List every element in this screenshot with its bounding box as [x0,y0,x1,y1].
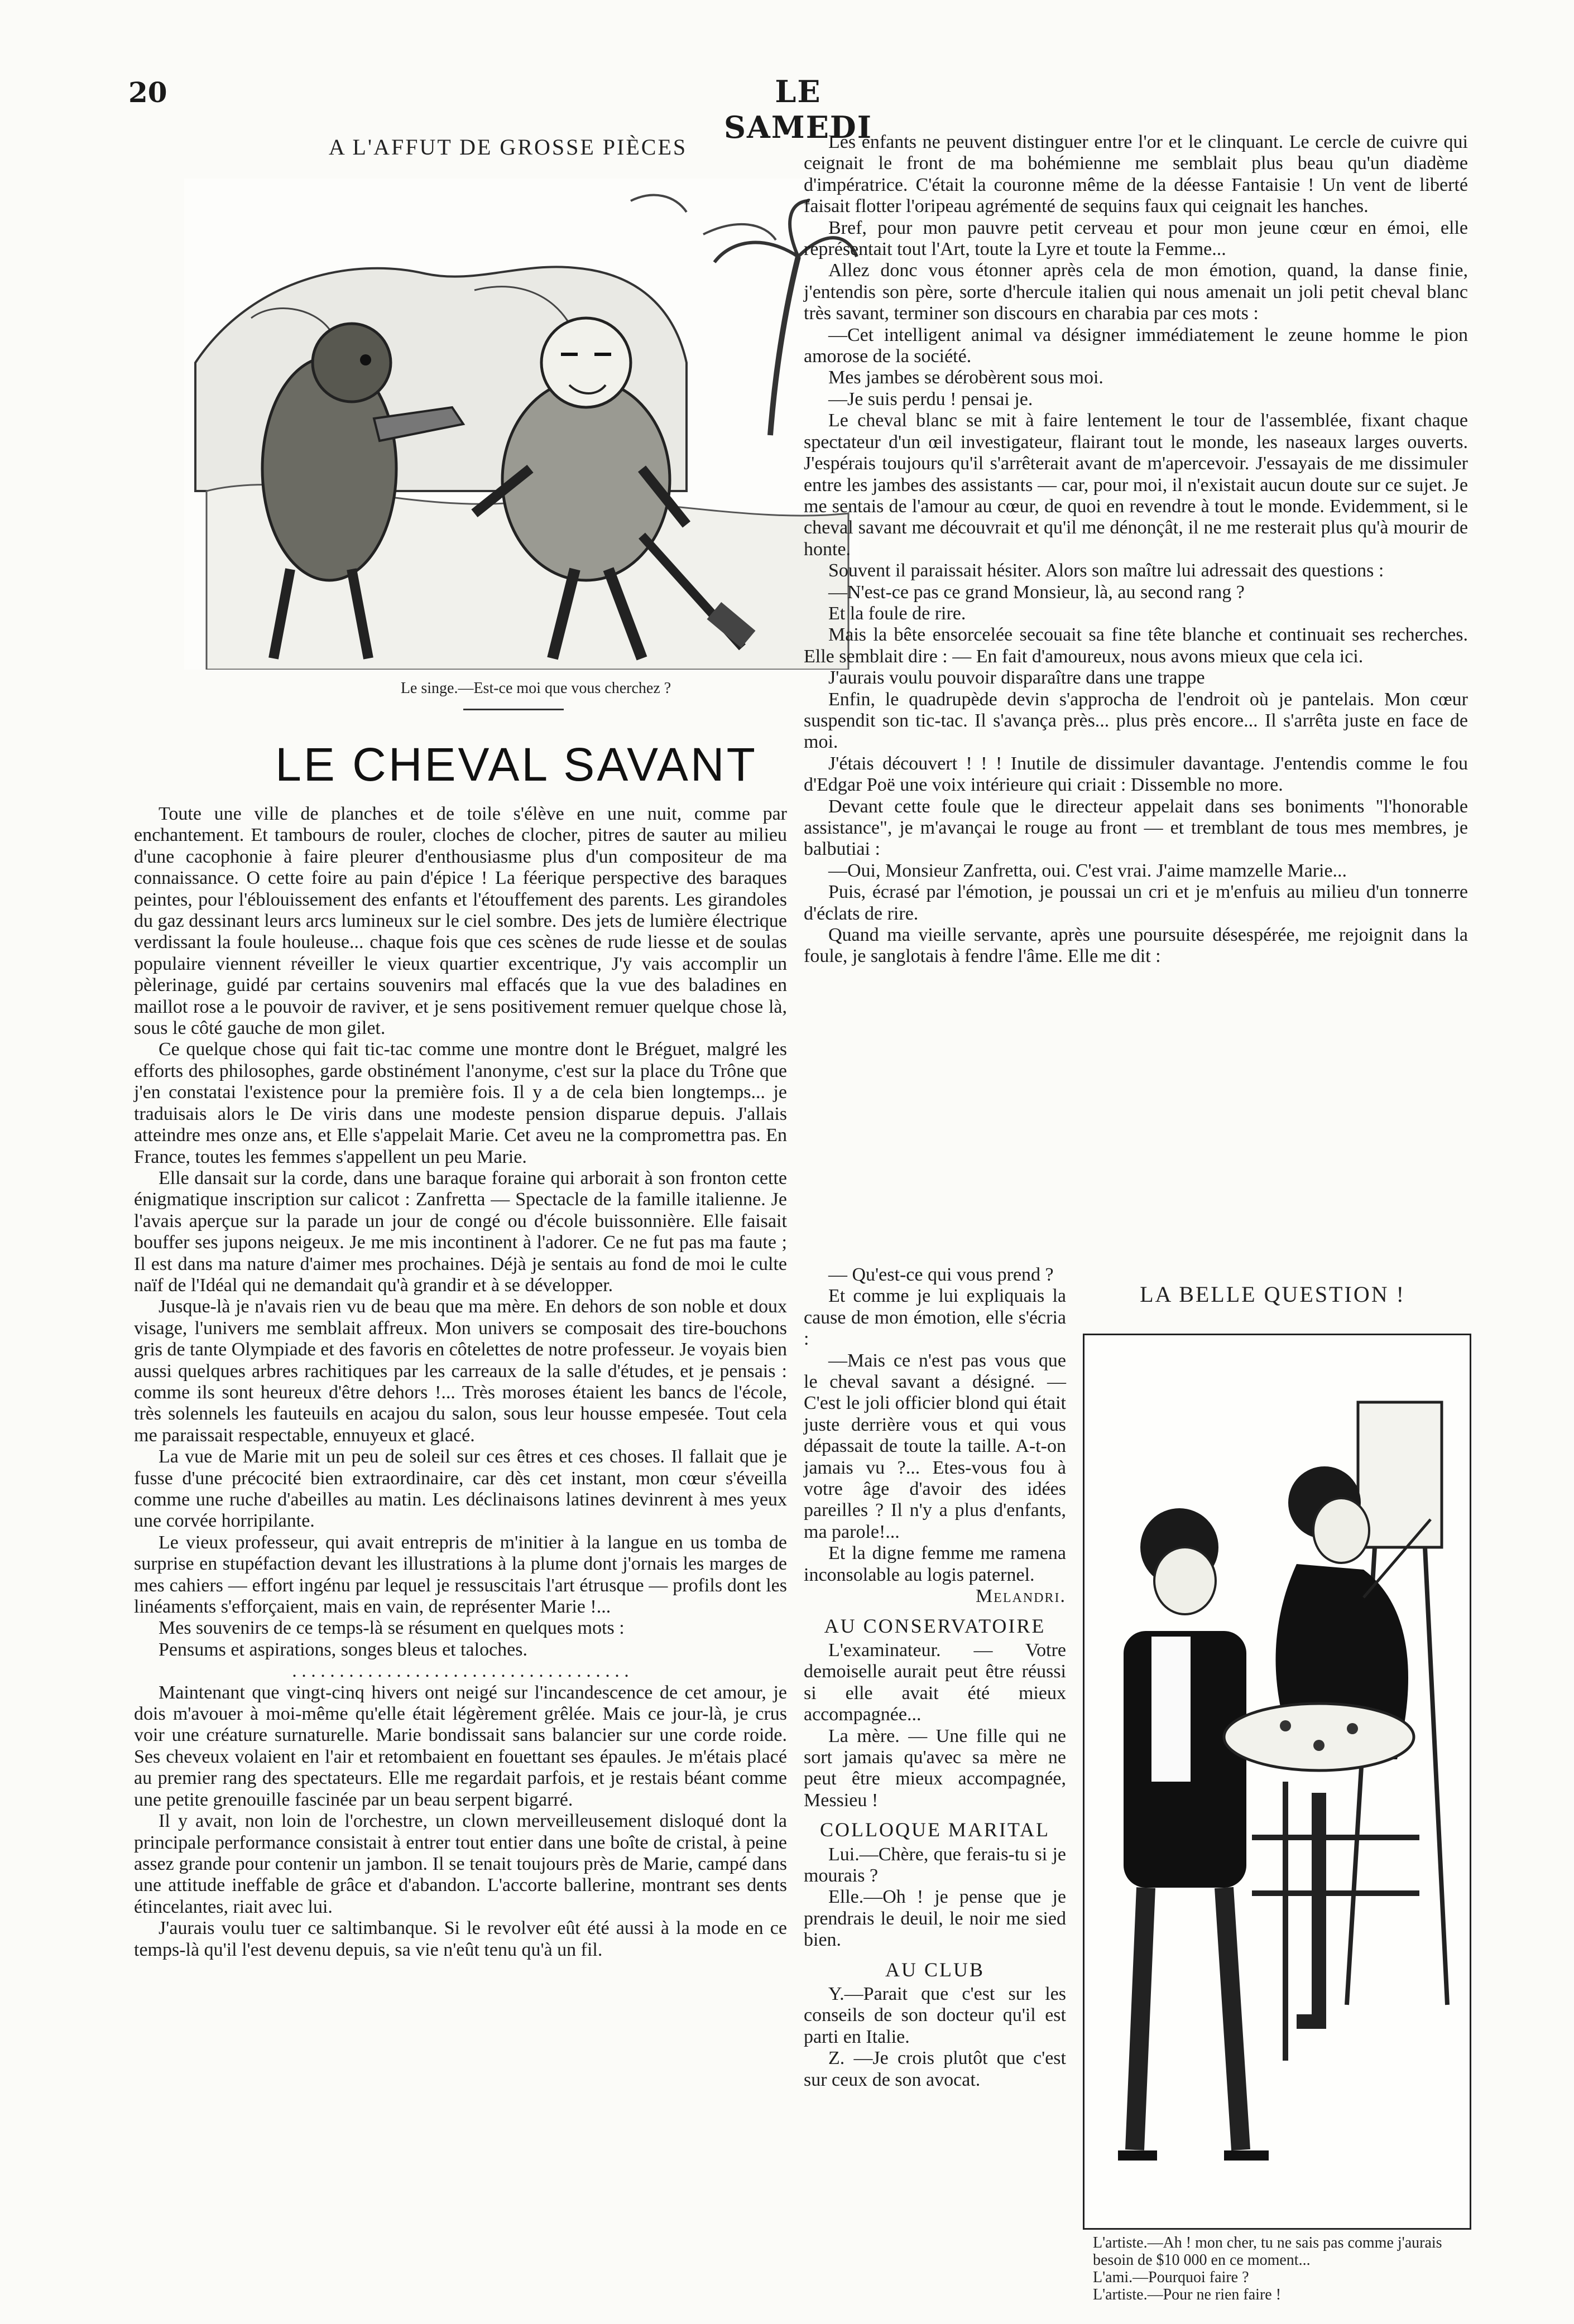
article-paragraph: Et comme je lui expliquais la cause de mon émotion, elle s'écria : [804,1286,1066,1350]
article-paragraph: Maintenant que vingt-cinq hivers ont neigé sur l'incandescence de cet amour, je dois m'avouer à moi-même qu'elle était légèrement grêlée. Mais ce jour-là, je crus voir une créature surnaturelle. Marie bondissait sans balancier sur une corde roide. Ses cheveux volaient en l'air et retombaient en fouettant ses épaules. Je m'étais placé au premier rang des spectateurs. Elle me regardait parfois, et je restais béant comme une petite grenouille fascinée par un beau serpent bigarré. [134,1682,787,1810]
article-paragraph: —Mais ce n'est pas vous que le cheval savant a désigné. — C'est le joli officier blond qui était juste derrière vous et qui vous dépassait de toute la taille. A-t-on jamais vu ?... Etes-vous fou à votre âge d'avoir des idées pareilles ? Il n'y a plus d'enfants, ma parole!... [804,1350,1066,1542]
top-illustration-caption: Le singe.—Est-ce moi que vous cherchez ? [400,680,671,697]
article-paragraph: Toute une ville de planches et de toile s'élève en une nuit, comme par enchantement. Et tambours de rouler, cloches de clocher, pitres de sauter au milieu d'une cacophonie à faire pleurer d'enthousiasme plus d'un compositeur de ma connaissance. O cette foire au pain d'épice ! La féerique perspective des baraques peintes, pour l'éblouissement des enfants et l'étouffement des parents. Les girandoles du gaz dessinant leurs arcs lumineux sur le ciel sombre. Des jets de lumière électrique verdissant la foule houleuse... chaque fois que ces scènes de rude liesse et de soulas populaire viennent réveiller le vieux quartier excentrique, J'y vais accomplir un pèlerinage, guidé par certains souvenirs mal effacés que la vue des baladines en maillot rose a le pouvoir de raviver, et je sens positivement remuer quelque chose là, sous le côté gauche de mon gilet. [134,803,787,1039]
article-column-right [804,132,1468,1259]
sidebar-title: COLLOQUE MARITAL [819,1818,1050,1841]
right-illustration-title: LA BELLE QUESTION ! [1140,1282,1405,1307]
article-paragraph: J'étais découvert ! ! ! Inutile de dissimuler davantage. J'entendis comme le fou d'Edgar Poë une voix intérieure qui criait : Dissemble no more. [804,753,1468,796]
article-paragraph: —Oui, Monsieur Zanfretta, oui. C'est vrai. J'aime mamzelle Marie... [828,860,1347,881]
article-paragraph: Mes jambes se dérobèrent sous moi. [828,367,1103,388]
divider-rule [463,709,564,710]
article-paragraph: Les enfants ne peuvent distinguer entre l'or et le clinquant. Le cercle de cuivre qui ceignait le front de ma bohémienne me semblait plus beau qu'un diadème d'impératrice. C'était la couronne même de la déesse Fantaisie ! Un vent de liberté faisait flotter l'oripeau agrémenté de sequins faux qui ceignait les hanches. [804,132,1468,217]
article-paragraph: Le vieux professeur, qui avait entrepris de m'initier à la langue en us tomba de surprise en stupéfaction devant les illustrations à la plume dont j'ornais les marges de mes cahiers — effort ingénu par lequel je ressuscitais l'art étrusque — profils dont les linéaments s'efforçaient, mais en vain, de représenter Marie !... [134,1532,787,1618]
sidebar-paragraph: L'examinateur. — Votre demoiselle aurait peut être réussi si elle avait été mieux accompagnée... [804,1639,1066,1725]
page-number: 20 [128,76,167,109]
article-column-left [134,803,787,2232]
article-paragraph: Bref, pour mon pauvre petit cerveau et pour mon jeune cœur en émoi, elle représentait tout l'Art, toute la Lyre et toute la Femme... [804,217,1468,260]
sidebar-paragraph: Y.—Parait que c'est sur les conseils de son docteur qu'il est parti en Italie. [804,1984,1066,2047]
article-paragraph: Enfin, le quadrupède devin s'approcha de l'endroit où je pantelais. Mon cœur suspendit son tic-tac. Il s'avança près... plus près encore... Il s'arrêta juste en face de moi. [804,689,1468,753]
article-paragraph: La vue de Marie mit un peu de soleil sur ces êtres et ces choses. Il fallait que je fusse d'une précocité bien extraordinaire, car dès cet instant, mon cœur s'éveilla comme une ruche d'abeilles au matin. Les déclinaisons latines devinrent à mes yeux une corvée horripilante. [134,1446,787,1532]
article-paragraph: . . . . . . . . . . . . . . . . . . . . . . . . . . . . . . . . . . . . [292,1661,629,1682]
sidebar-title: AU CONSERVATOIRE [824,1614,1046,1637]
article-paragraph: Quand ma vieille servante, après une poursuite désespérée, me rejoignit dans la foule, je sanglotais à fendre l'âme. Elle me dit : [804,925,1468,967]
article-paragraph: J'aurais voulu pouvoir disparaître dans une trappe [828,667,1205,689]
article-paragraph: Jusque-là je n'avais rien vu de beau que ma mère. En dehors de son noble et doux visage, l'univers me semblait affreux. Mon univers se composait des tire-bouchons gris de tante Olympiade et des favoris en côtelettes de notre professeur. Je voyais bien aussi quelques arbres rachitiques par les carreaux de la salle d'études, et je pensais : comme ils sont heureux d'être dehors !... Très moroses étaient les bancs de l'école, très solennels les fauteuils en acajou du salon, sous leur housse empesée. Tout cela me paraissait respectable, ennuyeux et glacé. [134,1296,787,1446]
caption-line: L'artiste.—Ah ! mon cher, tu ne sais pas comme j'aurais besoin de $10 000 en ce moment... [1093,2234,1442,2269]
right-illustration-caption [1093,2234,1461,2303]
article-paragraph: Pensums et aspirations, songes bleus et taloches. [159,1639,528,1660]
article-paragraph: Mais la bête ensorcelée secouait sa fine tête blanche et continuait ses recherches. Elle semblait dire : — En fait d'amoureux, nous avons mieux que cela ici. [804,624,1468,667]
article-paragraph: Et la foule de rire. [828,603,966,624]
sidebar-paragraph: Z. —Je crois plutôt que c'est sur ceux de son avocat. [804,2048,1066,2090]
article-paragraph: — Qu'est-ce qui vous prend ? [828,1264,1054,1285]
article-paragraph: Ce quelque chose qui fait tic-tac comme une montre dont le Bréguet, malgré les efforts des philosophes, garde obstinément l'anonyme, c'est sur la place du Trône que j'en constatai l'existence pour la première fois. Il y a de cela bien longtemps... je traduisais alors le De viris dans une modeste pension disparue depuis. J'allais atteindre mes onze ans, et Elle s'appelait Marie. Cet aveu ne la compromettra pas. En France, toutes les femmes s'appellent un peu Marie. [134,1039,787,1167]
article-paragraph: Puis, écrasé par l'émotion, je poussai un cri et je m'enfuis au milieu d'un tonnerre d'éclats de rire. [804,882,1468,924]
article-paragraph: —N'est-ce pas ce grand Monsieur, là, au second rang ? [828,581,1245,603]
caption-line: L'artiste.—Pour ne rien faire ! [1093,2286,1282,2303]
caption-line: L'ami.—Pourquoi faire ? [1093,2269,1249,2286]
masthead: LE SAMEDI [724,74,872,145]
sidebar-paragraph: La mère. — Une fille qui ne sort jamais qu'avec sa mère ne peut être mieux accompagnée, Messieu ! [804,1725,1066,1811]
article-paragraph: —Cet intelligent animal va désigner immédiatement le zeune homme le pion amorose de la société. [804,324,1468,367]
article-title: LE CHEVAL SAVANT [275,738,757,791]
sidebar-paragraph: Elle.—Oh ! je pense que je prendrais le deuil, le noir me sied bien. [804,1887,1066,1951]
author-signature: Melandri. [975,1586,1066,1607]
article-paragraph: Elle dansait sur la corde, dans une baraque foraine qui arborait à son fronton cette énigmatique inscription sur calicot : Zanfretta — Spectacle de la famille italienne. Je l'avais aperçue sur la parade un jour de congé ou d'école buissonnière. Elle faisait bouffer ses jupons neigeux. Je me mis incontinent à l'adorer. Ce ne fut pas ma faute ; Il est dans ma nature d'aimer mes prochaines. Déjà je sentais au fond de moi le culte naïf de l'Idéal qui ne demandait qu'à grandir et à se développer. [134,1167,787,1296]
sidebar-paragraph: Lui.—Chère, que ferais-tu si je mourais ? [804,1844,1066,1886]
article-paragraph: —Je suis perdu ! pensai je. [828,388,1033,410]
article-paragraph: Mes souvenirs de ce temps-là se résument en quelques mots : [159,1618,625,1639]
artist-and-friend-illustration [1083,1334,1471,2230]
article-paragraph: Devant cette foule que le directeur appelait dans ses boniments "l'honorable assistance", je m'avançai le rouge au front — et tremblant de tous mes membres, je balbutiai : [804,796,1468,860]
article-paragraph: Il y avait, non loin de l'orchestre, un clown merveilleusement disloqué dont la principale performance consistait à entrer tout entier dans une boîte de cristal, à peine assez grande pour contenir un jambon. Il se tenait toujours près de Marie, campé dans une attitude ineffable de grâce et d'abandon. L'accorte ballerine, montrant ses dents étincelantes, riait avec lui. [134,1811,787,1917]
top-illustration-title: A L'AFFUT DE GROSSE PIÈCES [328,134,688,160]
monkey-and-hunter-illustration [184,179,860,670]
sidebar-title: AU CLUB [885,1958,985,1981]
article-column-right-narrow [804,1264,1066,2224]
article-paragraph: Souvent il paraissait hésiter. Alors son maître lui adressait des questions : [828,560,1384,581]
article-paragraph: Le cheval blanc se mit à faire lentement le tour de l'assemblée, fixant chaque spectateur d'un œil investigateur, flairant tout le monde, les naseaux larges ouverts. J'espérais toujours qu'il s'arrêterait avant de m'apercevoir. J'essayais de me dissimuler entre les jambes des assistants — car, pour moi, il n'existait aucun doute sur ce sujet. Je me sentais de l'amour au cœur, de quoi en revendre à tout le monde. Evidemment, si le cheval savant me découvrait et qu'il me dénonçât, il ne me resterait plus qu'à mourir de honte. [804,410,1468,560]
article-paragraph: Et la digne femme me ramena inconsolable au logis paternel. [804,1543,1066,1585]
article-paragraph: Allez donc vous étonner après cela de mon émotion, quand, la danse finie, j'entendis son père, sorte d'hercule italien qui nous amenait un joli petit cheval blanc très savant, terminer son discours en charabia par ces mots : [804,260,1468,324]
article-paragraph: J'aurais voulu tuer ce saltimbanque. Si le revolver eût été aussi à la mode en ce temps-là qu'il l'est devenu depuis, sa vie n'eût tenu qu'à un fil. [134,1918,787,1960]
